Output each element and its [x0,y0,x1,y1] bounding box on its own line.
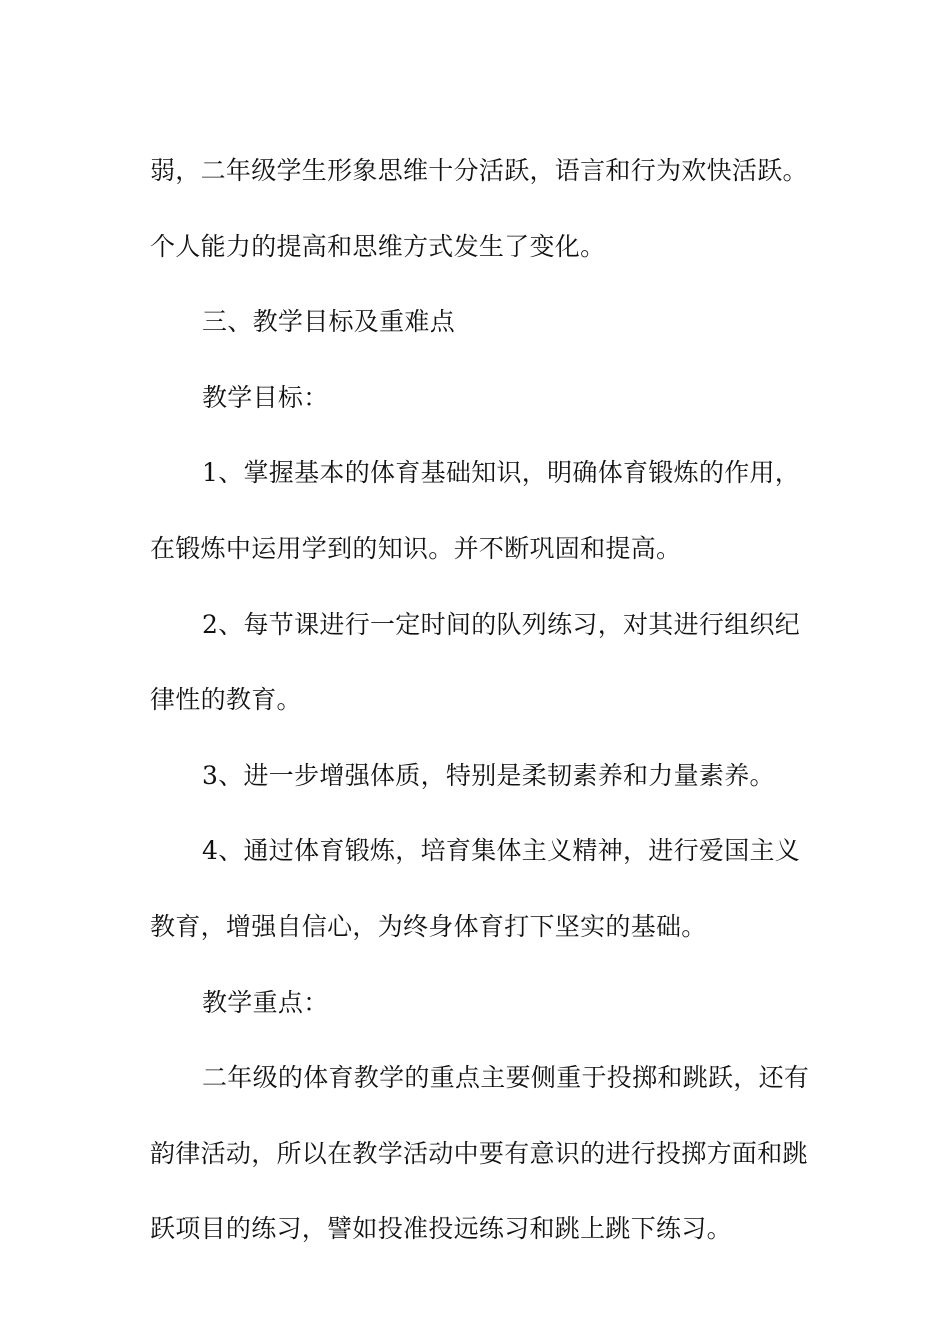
paragraph-continuation: 弱，二年级学生形象思维十分活跃，语言和行为欢快活跃。个人能力的提高和思维方式发生了变化。 [150,156,808,261]
subheading-teaching-goals: 教学目标： [202,382,329,412]
goal-item-1: 1、掌握基本的体育基础知识，明确体育锻炼的作用，在锻炼中运用学到的知识。并不断巩固和提高。 [150,458,801,563]
teaching-focus-paragraph: 二年级的体育教学的重点主要侧重于投掷和跳跃，还有韵律活动，所以在教学活动中要有意识的进行投掷方面和跳跃项目的练习，譬如投准投远练习和跳上跳下练习。 [150,1063,810,1244]
goal-item-3: 3、进一步增强体质，特别是柔韧素养和力量素养。 [202,760,775,790]
goal-item-4: 4、通过体育锻炼，培育集体主义精神，进行爱国主义教育，增强自信心，为终身体育打下坚实的基础。 [150,836,801,941]
section-heading: 三、教学目标及重难点 [202,307,456,337]
goal-item-2: 2、每节课进行一定时间的队列练习，对其进行组织纪律性的教育。 [150,609,801,715]
subheading-teaching-focus: 教学重点： [202,987,329,1017]
